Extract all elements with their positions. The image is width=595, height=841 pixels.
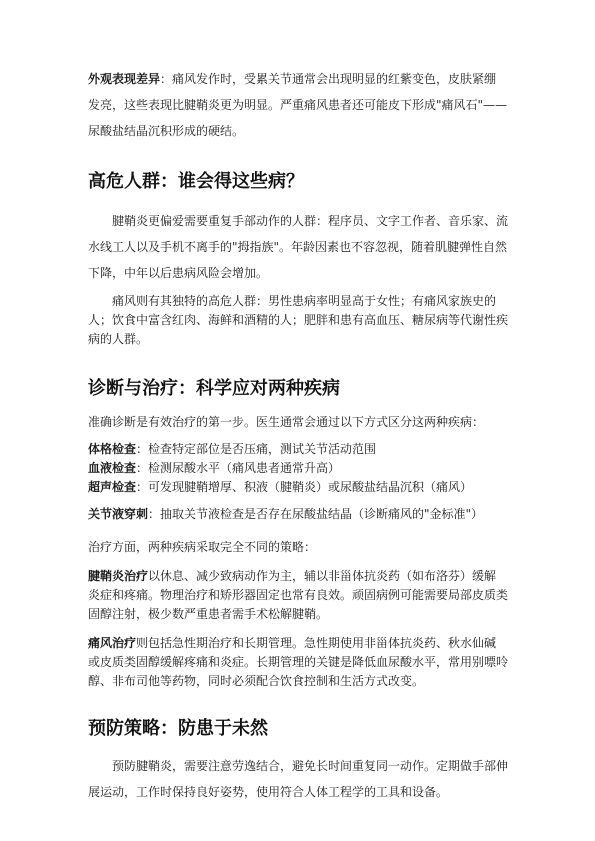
- article-page: [88, 66, 508, 805]
- puncture-label: 关节液穿刺: [88, 507, 149, 521]
- risk-paragraph-1: 腱鞘炎更偏爱需要重复手部动作的人群：程序员、文字工作者、音乐家、流水线工人以及手机不离手的"拇指族"。年龄因素也不容忽视，随着肌腱弹性自然下降，中年以后患病风险会增加。: [88, 214, 509, 280]
- risk-heading: 高危人群：谁会得这些病？: [88, 171, 304, 192]
- risk-paragraph-2: 痛风则有其独特的高危人群：男性患病率明显高于女性；有痛风家族史的人；饮食中富含红肉、海鲜和酒精的人；肥胖和患有高血压、糖尿病等代谢性疾病的人群。: [88, 294, 509, 346]
- treatment-intro: 治疗方面，两种疾病采取完全不同的策略：: [88, 540, 317, 554]
- diagnosis-item-blood: [88, 459, 508, 478]
- diagnosis-item-ultrasound: [88, 478, 508, 497]
- diagnosis-item-text: ：可发现腱鞘增厚、积液（腱鞘炎）或尿酸盐结晶沉积（痛风）: [136, 480, 473, 494]
- appearance-text: ：痛风发作时，受累关节通常会出现明显的红紫变色，皮肤紧绷发亮，这些表现比腱鞘炎更为明显。严重痛风患者还可能皮下形成"痛风石"——尿酸盐结晶沉积形成的硬结。: [88, 72, 508, 138]
- prevention-heading: 预防策略：防患于未然: [88, 718, 268, 739]
- tendon-treatment-label: 腱鞘炎治疗: [88, 569, 149, 583]
- appearance-label: 外观表现差异: [88, 72, 161, 86]
- diagnosis-heading: 诊断与治疗：科学应对两种疾病: [88, 378, 340, 399]
- gout-treatment-paragraph: [88, 634, 508, 691]
- diagnosis-item-text: ：检测尿酸水平（痛风患者通常升高）: [136, 461, 341, 475]
- gout-treatment-label: 痛风治疗: [88, 636, 137, 650]
- tendon-treatment-text: 以休息、减少致病动作为主，辅以非甾体抗炎药（如布洛芬）缓解炎症和疼痛。物理治疗和矫形器固定也常有良效。顽固病例可能需要局部皮质类固醇注射，极少数严重患者需手术松解腱鞘。: [88, 569, 509, 621]
- gout-treatment-text: 则包括急性期治疗和长期管理。急性期使用非甾体抗炎药、秋水仙碱或皮质类固醇缓解疼痛和炎症。长期管理的关键是降低血尿酸水平，常用别嘌呤醇、非布司他等药物，同时必须配合饮食控制和生活方式改变。: [88, 636, 509, 688]
- diagnosis-puncture: [88, 505, 508, 524]
- diagnosis-item-text: ：检查特定部位是否压痛，测试关节活动范围: [136, 442, 377, 456]
- diagnosis-list: [88, 440, 508, 497]
- diagnosis-item-label: 血液检查: [88, 461, 137, 475]
- prevention-paragraph-1: 预防腱鞘炎，需要注意劳逸结合，避免长时间重复同一动作。定期做手部伸展运动，工作时保持良好姿势，使用符合人体工程学的工具和设备。: [88, 759, 509, 799]
- tendon-treatment-paragraph: [88, 567, 508, 624]
- appearance-paragraph: [88, 66, 508, 144]
- diagnosis-item-label: 超声检查: [88, 480, 137, 494]
- diagnosis-item-physical: [88, 440, 508, 459]
- diagnosis-intro: 准确诊断是有效治疗的第一步。医生通常会通过以下方式区分这两种疾病：: [88, 415, 485, 429]
- diagnosis-item-label: 体格检查: [88, 442, 137, 456]
- puncture-text: ：抽取关节液检查是否存在尿酸盐结晶（诊断痛风的"金标准"）: [148, 507, 484, 521]
